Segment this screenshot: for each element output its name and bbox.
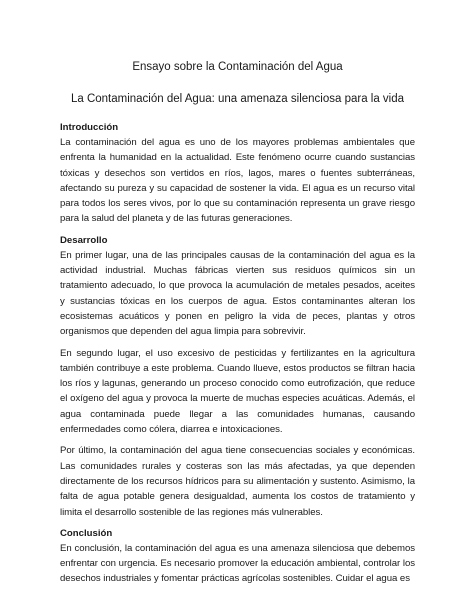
section-conclusion (60, 528, 415, 587)
paragraph: En conclusión, la contaminación del agua es una amenaza silenciosa que debemos enfrentar con urgencia. Es necesario promover la educación ambiental, controlar los desechos industriales y fomentar prácticas agrícolas sostenibles. Cuidar el agua es (60, 542, 415, 585)
section-heading: Conclusión (60, 527, 113, 539)
section-heading: Introducción (60, 122, 119, 133)
section-introduccion (60, 122, 415, 227)
section-heading: Desarrollo (60, 234, 108, 246)
document-body (60, 60, 415, 595)
paragraph: En segundo lugar, el uso excesivo de pesticidas y fertilizantes en la agricultura también contribuye a este problema. Cuando llueve, estos productos se filtran hacia los ríos y lagunas, generando un proceso conocido como eutrofización, que reduce el oxígeno del agua y provoca la muerte de muchas especies acuáticas. Además, el agua contaminada puede llegar a las comunidades humanas, causando enfermedades como cólera, diarrea e intoxicaciones. (60, 347, 415, 436)
paragraph: La contaminación del agua es uno de los mayores problemas ambientales que enfrenta la humanidad en la actualidad. Este fenómeno ocurre cuando sustancias tóxicas y desechos son vertidos en ríos, lagos, mares o fuentes subterráneas, afectando su pureza y su capacidad de sostener la vida. El agua es un recurso vital para todos los seres vivos, por lo que su contaminación representa un grave riesgo para la salud del planeta y de las futuras generaciones. (60, 137, 415, 225)
section-desarrollo (60, 235, 415, 520)
document-subtitle: La Contaminación del Agua: una amenaza silenciosa para la vida (70, 93, 405, 105)
document-title: Ensayo sobre la Contaminación del Agua (132, 61, 343, 73)
paragraph: En primer lugar, una de las principales causas de la contaminación del agua es la actividad industrial. Muchas fábricas vierten sus residuos químicos sin un tratamiento adecuado, lo que provoca la acumulación de metales pesados, aceites y sustancias tóxicas en los cuerpos de agua. Estos contaminantes alteran los ecosistemas acuáticos y ponen en peligro la vida de peces, plantas y otros organismos que dependen del agua limpia para sobrevivir. (60, 249, 415, 338)
paragraph: Por último, la contaminación del agua tiene consecuencias sociales y económicas. Las comunidades rurales y costeras son las más afectadas, ya que dependen directamente de los recursos hídricos para su alimentación y sustento. Asimismo, la falta de agua potable genera desigualdad, aumenta los costos de tratamiento y limita el desarrollo sostenible de las regiones más vulnerables. (60, 445, 415, 518)
